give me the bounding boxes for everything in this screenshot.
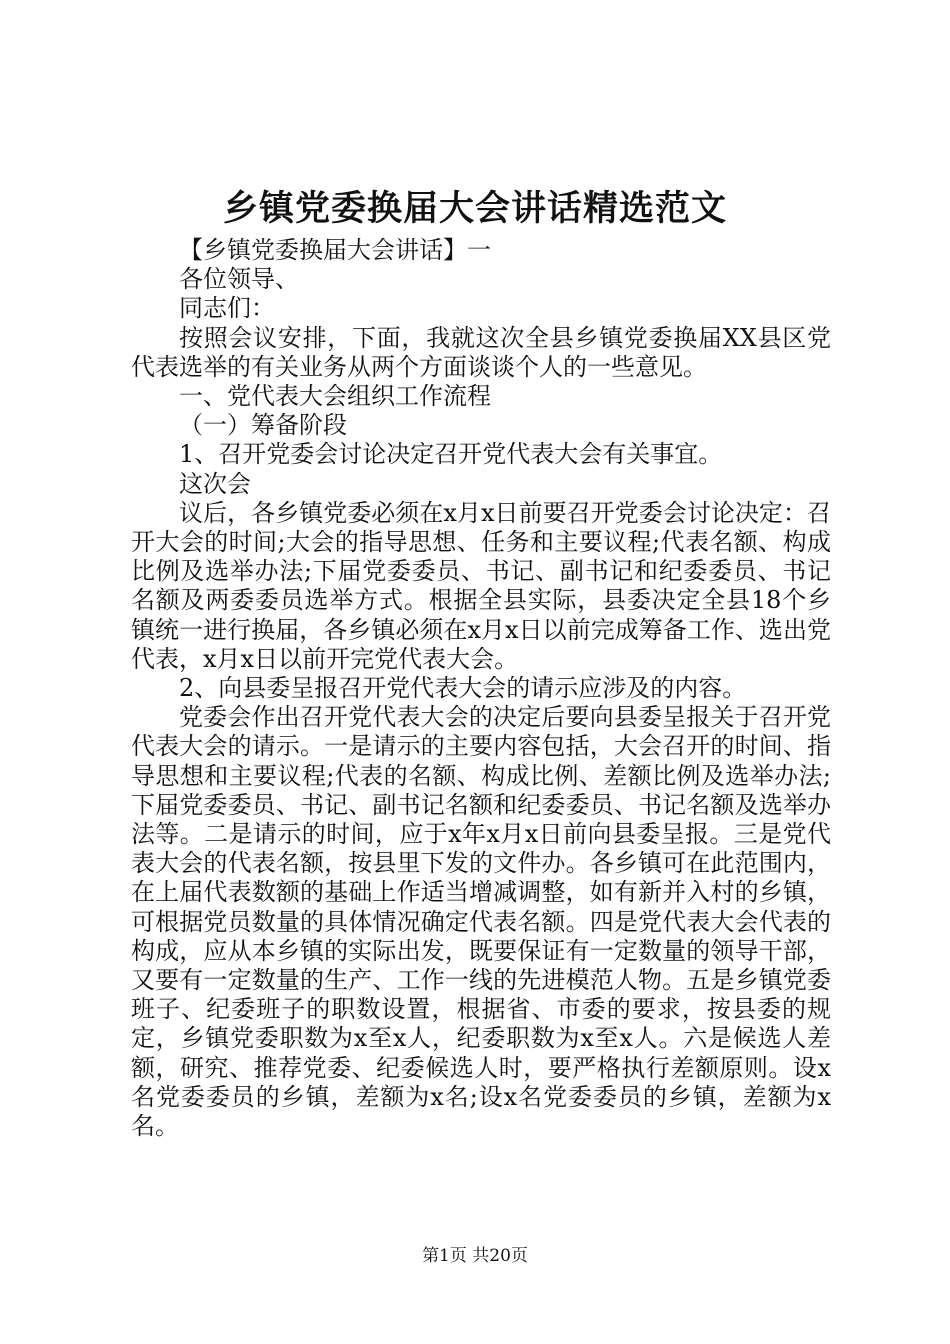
item-heading-1: 1、召开党委会讨论决定召开党代表大会有关事宜。: [179, 440, 723, 469]
section-heading-1: 一、党代表大会组织工作流程: [179, 382, 491, 411]
paragraph-body-1: 议后，各乡镇党委必须在x月x日前要召开党委会讨论决定：召开大会的时间;大会的指导思想、任务和主要议程;代表名额、构成比例及选举办法;下届党委委员、书记、副书记和纪委委员、书记名额及两委委员选举方式。根据全县实际，县委决定全县18个乡镇统一进行换届，各乡镇必须在x月x日以前完成筹备工作、选出党代表，x月x日以前开完党代表大会。: [131, 498, 831, 673]
paragraph-body-2: 党委会作出召开党代表大会的决定后要向县委呈报关于召开党代表大会的请示。一是请示的主要内容包括，大会召开的时间、指导思想和主要议程;代表的名额、构成比例、差额比例及选举办法;下届党委委员、书记、副书记名额和纪委委员、书记名额及选举办法等。二是请示的时间，应于x年x月x日前向县委呈报。三是党代表大会的代表名额，按县里下发的文件办。各乡镇可在此范围内，在上届代表数额的基础上作适当增减调整，如有新并入村的乡镇，可根据党员数量的具体情况确定代表名额。四是党代表大会代表的构成，应从本乡镇的实际出发，既要保证有一定数量的领导干部，又要有一定数量的生产、工作一线的先进模范人物。五是乡镇党委班子、纪委班子的职数设置，根据省、市委的要求，按县委的规定，乡镇党委职数为x至x人，纪委职数为x至x人。六是候选人差额，研究、推荐党委、纪委候选人时，要严格执行差额原则。设x名党委委员的乡镇，差额为x名;设x名党委委员的乡镇，差额为x名。: [131, 703, 831, 1141]
item-heading-2: 2、向县委呈报召开党代表大会的请示应涉及的内容。: [179, 674, 747, 703]
document-title: 乡镇党委换届大会讲话精选范文: [222, 188, 727, 229]
paragraph-fragment: 这次会: [179, 469, 251, 498]
page-footer: 第1页 共20页: [422, 1246, 528, 1266]
paragraph-salutation-leaders: 各位领导、: [179, 265, 299, 294]
subsection-heading-1: （一）筹备阶段: [179, 411, 347, 440]
paragraph-salutation-comrades: 同志们：: [179, 294, 275, 323]
document-body: [131, 236, 831, 1141]
paragraph-heading-label: 【乡镇党委换届大会讲话】一: [179, 236, 491, 264]
paragraph-intro: 按照会议安排，下面，我就这次全县乡镇党委换届XX县区党代表选举的有关业务从两个方面谈谈个人的一些意见。: [131, 323, 831, 381]
